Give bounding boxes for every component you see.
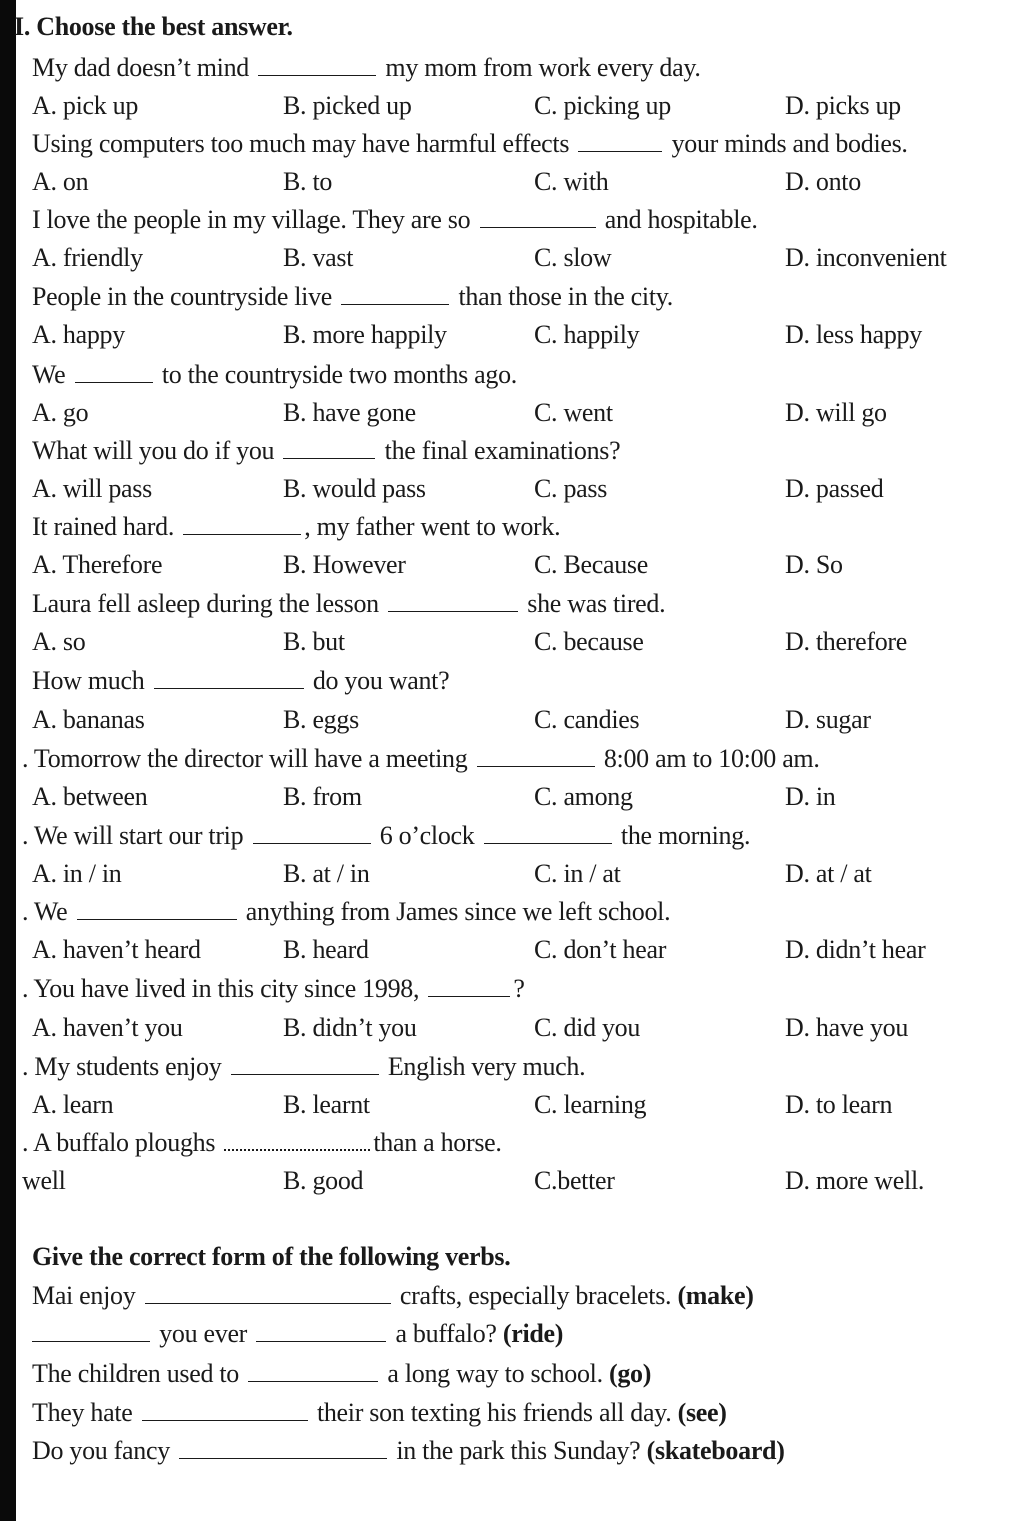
option-b[interactable]: B. have gone bbox=[283, 398, 416, 427]
option-b[interactable]: B. However bbox=[283, 550, 406, 579]
option-d[interactable]: D. passed bbox=[785, 474, 884, 503]
question-13 bbox=[22, 974, 525, 1004]
question-text: . We bbox=[22, 897, 68, 926]
question-text: . You have lived in this city since 1998, bbox=[22, 974, 420, 1003]
question-text: than a horse. bbox=[373, 1128, 502, 1157]
question-text: to the countryside two months ago. bbox=[161, 360, 518, 389]
option-a[interactable]: A. in / in bbox=[32, 859, 122, 888]
option-b[interactable]: B. eggs bbox=[283, 705, 359, 734]
section-heading: Give the correct form of the following verbs. bbox=[32, 1242, 511, 1271]
option-b[interactable]: B. but bbox=[283, 627, 345, 656]
option-d[interactable]: D. will go bbox=[785, 398, 887, 427]
option-b[interactable]: B. vast bbox=[283, 243, 354, 272]
option-a[interactable]: A. on bbox=[32, 167, 89, 196]
answer-blank[interactable] bbox=[154, 668, 304, 689]
question-text: How much bbox=[32, 666, 145, 695]
option-c[interactable]: C. happily bbox=[534, 320, 640, 349]
item-text: their son texting his friends all day. bbox=[316, 1398, 672, 1427]
question-text: my mom from work every day. bbox=[385, 53, 701, 82]
option-a[interactable]: well bbox=[22, 1166, 66, 1195]
answer-blank[interactable] bbox=[248, 1361, 378, 1382]
option-c[interactable]: C. don’t hear bbox=[534, 935, 667, 964]
question-text: We bbox=[32, 360, 66, 389]
question-12 bbox=[22, 897, 670, 927]
option-a[interactable]: A. Therefore bbox=[32, 550, 163, 579]
option-c[interactable]: C. with bbox=[534, 167, 609, 196]
question-text: ? bbox=[513, 974, 525, 1003]
item-text: The children used to bbox=[32, 1359, 239, 1388]
option-a[interactable]: A. happy bbox=[32, 320, 125, 349]
option-a[interactable]: A. haven’t you bbox=[32, 1013, 183, 1042]
verb-hint: (make) bbox=[677, 1281, 754, 1310]
option-d[interactable]: D. onto bbox=[785, 167, 861, 196]
question-text: anything from James since we left school. bbox=[245, 897, 671, 926]
answer-blank[interactable] bbox=[578, 131, 662, 152]
question-text: than those in the city. bbox=[458, 282, 673, 311]
question-7 bbox=[32, 512, 560, 542]
answer-blank[interactable] bbox=[145, 1283, 391, 1304]
option-a[interactable]: A. pick up bbox=[32, 91, 139, 120]
option-d[interactable]: D. inconvenient bbox=[785, 243, 947, 272]
question-text: 6 o’clock bbox=[379, 821, 475, 850]
answer-blank[interactable] bbox=[224, 1129, 370, 1151]
item-text: you ever bbox=[159, 1319, 248, 1348]
answer-blank[interactable] bbox=[258, 55, 376, 76]
question-text: English very much. bbox=[387, 1052, 586, 1081]
verb-item-1 bbox=[32, 1281, 754, 1311]
option-a[interactable]: A. bananas bbox=[32, 705, 145, 734]
option-a[interactable]: A. haven’t heard bbox=[32, 935, 201, 964]
section-heading: I. Choose the best answer. bbox=[14, 12, 293, 41]
item-text: Do you fancy bbox=[32, 1436, 170, 1465]
option-d[interactable]: D. didn’t hear bbox=[785, 935, 926, 964]
answer-blank[interactable] bbox=[484, 823, 612, 844]
question-text: It rained hard. bbox=[32, 512, 175, 541]
question-text: . My students enjoy bbox=[22, 1052, 222, 1081]
option-b[interactable]: B. picked up bbox=[283, 91, 412, 120]
answer-blank[interactable] bbox=[75, 362, 153, 383]
option-b[interactable]: B. learnt bbox=[283, 1090, 370, 1119]
option-c[interactable]: C. candies bbox=[534, 705, 640, 734]
option-c[interactable]: C. in / at bbox=[534, 859, 621, 888]
question-1 bbox=[32, 53, 701, 83]
question-5 bbox=[32, 360, 517, 390]
verb-hint: (see) bbox=[677, 1398, 727, 1427]
question-text: . Tomorrow the director will have a meeting bbox=[22, 744, 468, 773]
question-text: . A buffalo ploughs bbox=[22, 1128, 216, 1157]
item-text: Mai enjoy bbox=[32, 1281, 136, 1310]
option-b[interactable]: B. from bbox=[283, 782, 362, 811]
question-text: your minds and bodies. bbox=[671, 129, 908, 158]
question-4 bbox=[32, 282, 673, 312]
verb-item-3 bbox=[32, 1359, 651, 1389]
question-text: I love the people in my village. They are so bbox=[32, 205, 471, 234]
option-c[interactable]: C. because bbox=[534, 627, 644, 656]
option-a[interactable]: A. friendly bbox=[32, 243, 143, 272]
option-d[interactable]: D. at / at bbox=[785, 859, 872, 888]
question-11 bbox=[22, 821, 750, 851]
question-text: Using computers too much may have harmful effects bbox=[32, 129, 570, 158]
answer-blank[interactable] bbox=[480, 207, 596, 228]
answer-blank[interactable] bbox=[388, 591, 518, 612]
question-14 bbox=[22, 1052, 585, 1082]
question-3 bbox=[32, 205, 758, 235]
answer-blank[interactable] bbox=[142, 1400, 308, 1421]
question-text: People in the countryside live bbox=[32, 282, 333, 311]
option-d[interactable]: D. less happy bbox=[785, 320, 922, 349]
question-8 bbox=[32, 589, 665, 619]
answer-blank[interactable] bbox=[179, 1438, 387, 1459]
question-2 bbox=[32, 129, 908, 159]
verb-item-5 bbox=[32, 1436, 785, 1466]
option-c[interactable]: C. went bbox=[534, 398, 613, 427]
verb-item-2 bbox=[32, 1319, 563, 1349]
answer-blank[interactable] bbox=[231, 1054, 379, 1075]
verb-hint: (go) bbox=[609, 1359, 652, 1388]
option-d[interactable]: D. So bbox=[785, 550, 843, 579]
option-c[interactable]: C. picking up bbox=[534, 91, 671, 120]
question-text: and hospitable. bbox=[604, 205, 758, 234]
answer-blank[interactable] bbox=[77, 899, 237, 920]
option-d[interactable]: D. to learn bbox=[785, 1090, 893, 1119]
option-c[interactable]: C.better bbox=[534, 1166, 615, 1195]
option-d[interactable]: D. in bbox=[785, 782, 836, 811]
option-d[interactable]: D. therefore bbox=[785, 627, 907, 656]
question-text: Laura fell asleep during the lesson bbox=[32, 589, 379, 618]
answer-blank[interactable] bbox=[256, 1321, 386, 1342]
answer-blank[interactable] bbox=[253, 823, 371, 844]
question-text: My dad doesn’t mind bbox=[32, 53, 249, 82]
answer-blank[interactable] bbox=[32, 1321, 150, 1342]
option-d[interactable]: D. have you bbox=[785, 1013, 909, 1042]
option-b[interactable]: B. more happily bbox=[283, 320, 447, 349]
option-c[interactable]: C. did you bbox=[534, 1013, 641, 1042]
answer-blank[interactable] bbox=[183, 514, 301, 535]
question-6 bbox=[32, 436, 620, 466]
option-c[interactable]: C. slow bbox=[534, 243, 612, 272]
option-c[interactable]: C. learning bbox=[534, 1090, 647, 1119]
question-9 bbox=[32, 666, 449, 696]
option-b[interactable]: B. heard bbox=[283, 935, 369, 964]
question-text: . We will start our trip bbox=[22, 821, 244, 850]
option-b[interactable]: B. at / in bbox=[283, 859, 370, 888]
option-c[interactable]: C. Because bbox=[534, 550, 648, 579]
option-b[interactable]: B. good bbox=[283, 1166, 364, 1195]
option-b[interactable]: B. to bbox=[283, 167, 333, 196]
answer-blank[interactable] bbox=[341, 284, 449, 305]
question-15 bbox=[22, 1128, 502, 1158]
option-a[interactable]: A. will pass bbox=[32, 474, 152, 503]
option-a[interactable]: A. go bbox=[32, 398, 89, 427]
option-d[interactable]: D. picks up bbox=[785, 91, 901, 120]
item-text: a buffalo? bbox=[395, 1319, 497, 1348]
question-text: she was tired. bbox=[527, 589, 666, 618]
option-d[interactable]: D. more well. bbox=[785, 1166, 925, 1195]
verb-hint: (ride) bbox=[502, 1319, 564, 1348]
option-d[interactable]: D. sugar bbox=[785, 705, 871, 734]
question-10 bbox=[22, 744, 820, 774]
option-a[interactable]: A. so bbox=[32, 627, 86, 656]
question-text: do you want? bbox=[312, 666, 450, 695]
option-c[interactable]: C. among bbox=[534, 782, 633, 811]
item-text: crafts, especially bracelets. bbox=[399, 1281, 672, 1310]
question-text: What will you do if you bbox=[32, 436, 275, 465]
option-b[interactable]: B. would pass bbox=[283, 474, 426, 503]
verb-hint: (skateboard) bbox=[646, 1436, 785, 1465]
option-a[interactable]: A. between bbox=[32, 782, 148, 811]
question-text: the final examinations? bbox=[384, 436, 621, 465]
answer-blank[interactable] bbox=[477, 746, 595, 767]
option-a[interactable]: A. learn bbox=[32, 1090, 114, 1119]
question-text: the morning. bbox=[620, 821, 751, 850]
verb-item-4 bbox=[32, 1398, 727, 1428]
question-text: , my father went to work. bbox=[304, 512, 561, 541]
option-c[interactable]: C. pass bbox=[534, 474, 608, 503]
answer-blank[interactable] bbox=[428, 976, 510, 997]
answer-blank[interactable] bbox=[283, 438, 375, 459]
question-text: 8:00 am to 10:00 am. bbox=[603, 744, 820, 773]
item-text: a long way to school. bbox=[387, 1359, 603, 1388]
item-text: in the park this Sunday? bbox=[396, 1436, 641, 1465]
option-b[interactable]: B. didn’t you bbox=[283, 1013, 417, 1042]
item-text: They hate bbox=[32, 1398, 133, 1427]
